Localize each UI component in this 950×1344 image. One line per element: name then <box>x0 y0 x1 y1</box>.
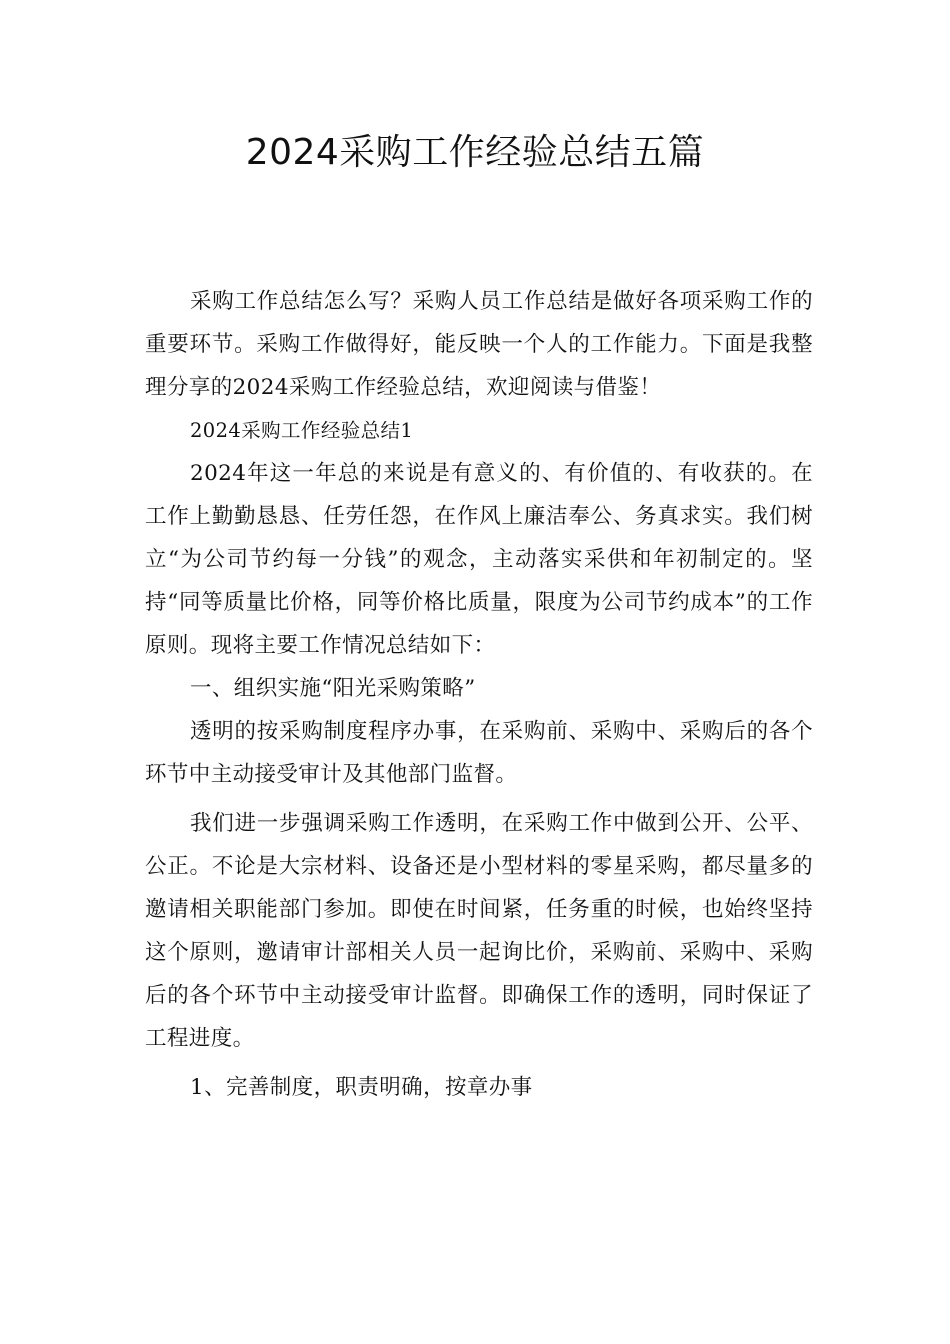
section-heading-sunshine-procurement: 一、组织实施“阳光采购策略” <box>190 676 476 701</box>
intro-paragraph: 采购工作总结怎么写？采购人员工作总结是做好各项采购工作的重要环节。采购工作做得好，能反映一个人的工作能力。下面是我整理分享的2024采购工作经验总结，欢迎阅读与借鉴！ <box>145 289 813 400</box>
section-heading-summary-1: 2024采购工作经验总结1 <box>190 419 414 442</box>
document-body <box>145 280 813 1109</box>
subsection-heading-system: 1、完善制度，职责明确，按章办事 <box>190 1075 533 1100</box>
body-paragraph: 我们进一步强调采购工作透明，在采购工作中做到公开、公平、公正。不论是大宗材料、设备还是小型材料的零星采购，都尽量多的邀请相关职能部门参加。即使在时间紧，任务重的时候，也始终坚持这个原则，邀请审计部相关人员一起询比价，采购前、采购中、采购后的各个环节中主动接受审计监督。即确保工作的透明，同时保证了工程进度。 <box>145 811 813 1051</box>
document-title: 2024采购工作经验总结五篇 <box>245 132 705 173</box>
body-paragraph: 2024年这一年总的来说是有意义的、有价值的、有收获的。在工作上勤勤恳恳、任劳任怨，在作风上廉洁奉公、务真求实。我们树立“为公司节约每一分钱”的观念，主动落实采供和年初制定的。坚持“同等质量比价格，同等价格比质量，限度为公司节约成本”的工作原则。现将主要工作情况总结如下： <box>145 461 813 658</box>
body-paragraph: 透明的按采购制度程序办事，在采购前、采购中、采购后的各个环节中主动接受审计及其他部门监督。 <box>145 719 813 787</box>
